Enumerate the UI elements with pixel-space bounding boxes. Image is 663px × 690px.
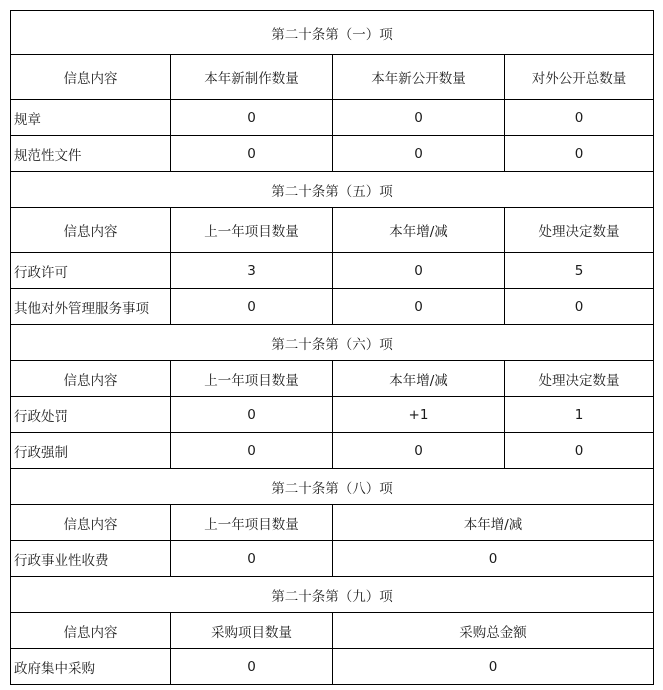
cell-value: 0 [505,433,654,469]
column-header: 本年增/减 [333,208,505,253]
cell-value: 0 [333,649,654,685]
row-label: 行政处罚 [11,397,171,433]
cell-value: 0 [171,289,333,325]
cell-value: 0 [333,136,505,172]
row-label: 规范性文件 [11,136,171,172]
column-header: 信息内容 [11,361,171,397]
row-label: 行政强制 [11,433,171,469]
column-header: 处理决定数量 [505,361,654,397]
cell-value: 0 [505,100,654,136]
cell-value: 0 [171,433,333,469]
cell-value: 3 [171,253,333,289]
column-header: 采购项目数量 [171,613,333,649]
section-title: 第二十条第（九）项 [11,577,654,613]
cell-value: 0 [171,649,333,685]
column-header: 本年新制作数量 [171,55,333,100]
cell-value: 0 [171,397,333,433]
cell-value: 0 [333,289,505,325]
column-header: 信息内容 [11,613,171,649]
cell-value: 5 [505,253,654,289]
cell-value: 0 [505,136,654,172]
row-label: 政府集中采购 [11,649,171,685]
cell-value: 0 [505,289,654,325]
row-label: 行政许可 [11,253,171,289]
column-header: 对外公开总数量 [505,55,654,100]
column-header: 上一年项目数量 [171,361,333,397]
cell-value: 0 [171,136,333,172]
cell-value: 1 [505,397,654,433]
section-title: 第二十条第（八）项 [11,469,654,505]
column-header: 信息内容 [11,505,171,541]
column-header: 处理决定数量 [505,208,654,253]
cell-value: 0 [333,253,505,289]
cell-value: 0 [333,433,505,469]
row-label: 规章 [11,100,171,136]
row-label: 行政事业性收费 [11,541,171,577]
cell-value: 0 [333,100,505,136]
column-header: 上一年项目数量 [171,505,333,541]
section-title: 第二十条第（五）项 [11,172,654,208]
cell-value: 0 [333,541,654,577]
cell-value: +1 [333,397,505,433]
column-header: 信息内容 [11,55,171,100]
cell-value: 0 [171,100,333,136]
column-header: 本年增/减 [333,505,654,541]
cell-value: 0 [171,541,333,577]
column-header: 本年增/减 [333,361,505,397]
row-label: 其他对外管理服务事项 [11,289,171,325]
column-header: 上一年项目数量 [171,208,333,253]
column-header: 信息内容 [11,208,171,253]
column-header: 本年新公开数量 [333,55,505,100]
column-header: 采购总金额 [333,613,654,649]
section-title: 第二十条第（六）项 [11,325,654,361]
info-disclosure-table [10,10,654,685]
section-title: 第二十条第（一）项 [11,11,654,55]
